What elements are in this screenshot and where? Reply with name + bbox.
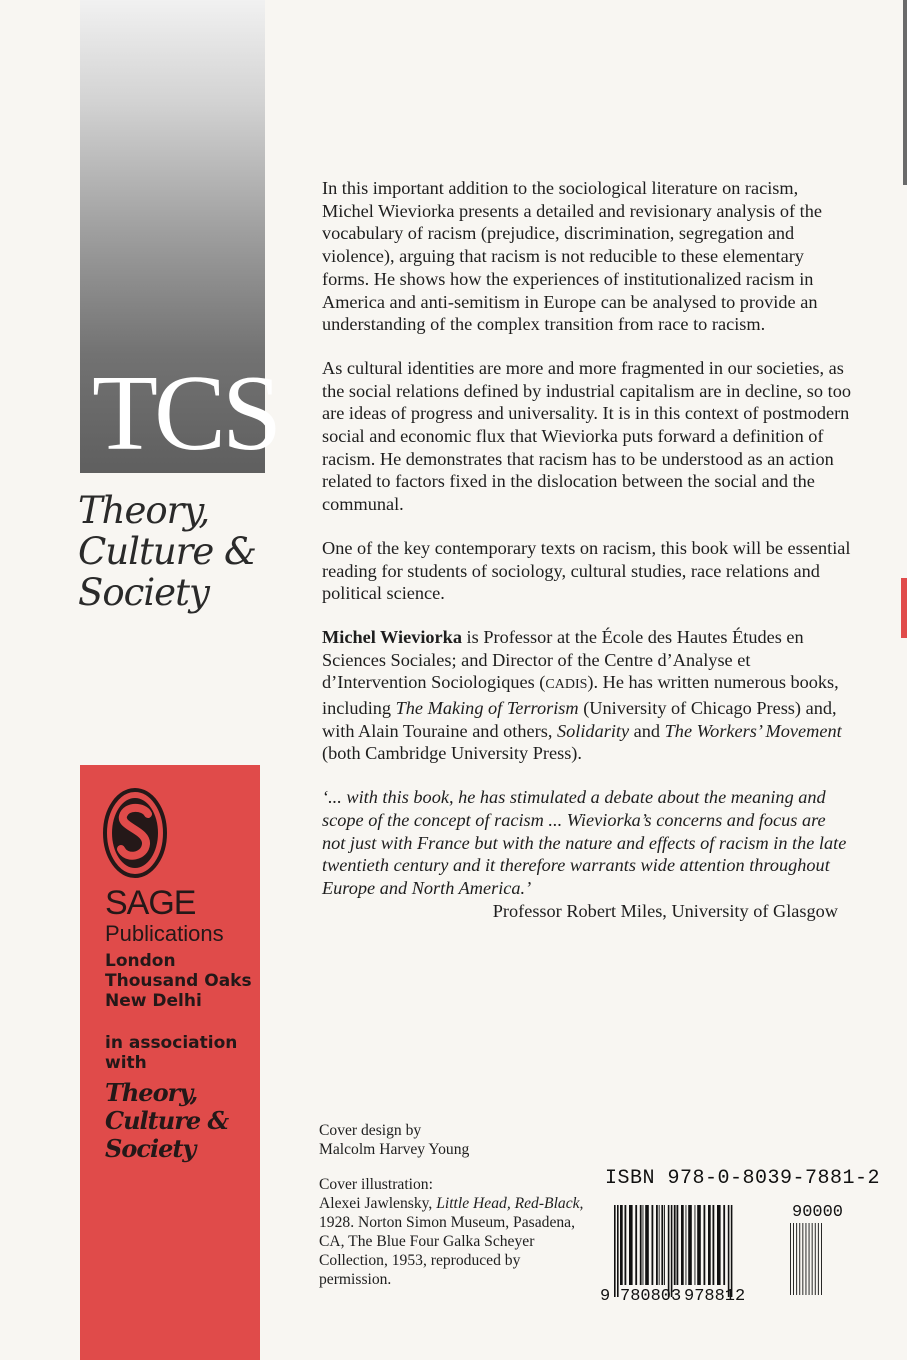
- association-series-line: Theory,: [105, 1078, 198, 1107]
- publisher-band: [80, 765, 260, 1360]
- barcode-digits: 978812: [684, 1287, 746, 1305]
- isbn-barcode: [600, 1205, 858, 1305]
- barcode-bar: [723, 1205, 725, 1285]
- barcode-bar: [629, 1205, 633, 1285]
- barcode-bar: [697, 1205, 701, 1285]
- barcode-bar: [815, 1223, 816, 1295]
- publisher-subtitle: Publications: [105, 921, 224, 946]
- publisher-city: New Delhi: [105, 991, 202, 1011]
- barcode-bar: [717, 1205, 721, 1285]
- series-title-line: Culture &: [78, 530, 256, 573]
- barcode-bar: [625, 1205, 627, 1285]
- barcode-bar: [671, 1205, 673, 1297]
- barcode-bar: [688, 1205, 692, 1285]
- association-text: in association with: [105, 1033, 238, 1073]
- author-bio: Michel Wieviorka is Professor at the École des Hautes Études en Sciences Sociales; and Director of the Centre d’Analyse et d’Intervention Sociologiques (CADIS). He has written numerous books, including The Making of Terrorism (University of Chicago Press) and, with Alain Touraine and others, Solidarity and The Workers’ Movement (both Cambridge University Press).: [322, 626, 842, 764]
- blurb-paragraph: In this important addition to the sociological literature on racism, Michel Wieviorka presents a detailed and revisionary analysis of the vocabulary of racism (prejudice, discrimination, segregation and violence), arguing that racism is not reducible to these elementary forms. He shows how the experiences of institutionalized racism in America and anti-semitism in Europe can be analysed to provide an understanding of the complex transition from race to racism.: [322, 178, 822, 335]
- book-title: The Making of Terrorism: [395, 698, 579, 719]
- barcode-bar: [728, 1205, 730, 1297]
- publisher-city: Thousand Oaks: [105, 971, 252, 991]
- series-title-line: Society: [78, 571, 209, 614]
- review-attribution: Professor Robert Miles, University of Glasgow: [492, 900, 838, 921]
- review-quote: ‘... with this book, he has stimulated a debate about the meaning and scope of the concept of racism ... Wieviorka’s concerns and focus are not just with France but with the nature and effects of racism in the late twentieth century and it therefore warrants wide attention throughout Europe and North America.’: [322, 787, 847, 898]
- barcode-bar: [681, 1205, 684, 1285]
- barcode-bar: [731, 1205, 733, 1297]
- barcode-bar: [617, 1205, 619, 1297]
- barcode-bar: [620, 1205, 623, 1285]
- barcode-bar: [809, 1223, 810, 1295]
- barcode-bar: [614, 1205, 616, 1297]
- blurb-paragraph: As cultural identities are more and more fragmented in our societies, as the social relations defined by industrial capitalism are in decline, so too are ideas of progress and universality. It is in this context of postmodern social and economic flux that Wieviorka puts forward a definition of racism. He demonstrates that racism has to be understood as an action related to factors fixed in the dislocation between the social and the communal.: [322, 357, 851, 515]
- barcode-bar: [821, 1223, 822, 1295]
- barcode-bar: [806, 1223, 807, 1295]
- artwork-title: Little Head, Red-Black,: [436, 1195, 584, 1212]
- publisher-block: [105, 885, 255, 1163]
- barcode-digits: 9: [600, 1287, 611, 1305]
- association-series-line: Culture &: [105, 1106, 229, 1135]
- barcode-bar: [668, 1205, 670, 1297]
- barcode-bar: [686, 1205, 687, 1285]
- design-credit: Cover design by Malcolm Harvey Young: [319, 1122, 470, 1158]
- publisher-city: London: [105, 951, 176, 971]
- back-cover-blurb: [322, 177, 852, 943]
- barcode-bar: [799, 1223, 800, 1295]
- barcode-bar: [674, 1205, 676, 1285]
- barcode-bar: [664, 1205, 665, 1285]
- barcode-bar: [818, 1223, 819, 1295]
- barcode-bar: [643, 1205, 644, 1285]
- barcode-bar: [640, 1205, 642, 1285]
- barcode-bar: [713, 1205, 715, 1285]
- barcode-bar: [793, 1223, 794, 1295]
- series-title: [78, 490, 268, 613]
- barcode-bar: [796, 1223, 797, 1295]
- barcode-digits: 780803: [620, 1287, 682, 1305]
- barcode-bar: [812, 1223, 813, 1295]
- barcode-bar: [802, 1223, 803, 1295]
- publisher-cities: [105, 951, 255, 1011]
- barcode-bar: [704, 1205, 706, 1285]
- sage-s-logo-icon: [102, 787, 168, 879]
- barcode-bar: [635, 1205, 637, 1285]
- series-title-line: Theory,: [78, 489, 210, 532]
- barcode-bar: [656, 1205, 658, 1285]
- book-title: The Workers’ Movement: [664, 720, 842, 741]
- association-series-line: Society: [105, 1134, 196, 1163]
- publisher-name: SAGE: [105, 884, 196, 922]
- illustration-credit: Cover illustration: Alexei Jawlensky, Little Head, Red-Black, 1928. Norton Simon Museum, Pasadena, CA, The Blue Four Galka Scheyer Collection, 1953, reproduced by permission.: [319, 1176, 584, 1288]
- barcode-bar: [708, 1205, 711, 1285]
- cadis-acronym: CADIS: [545, 677, 588, 693]
- barcode-bar: [661, 1205, 663, 1285]
- barcode-bar: [790, 1223, 791, 1295]
- series-acronym: TCS: [92, 354, 279, 473]
- barcode-bar: [677, 1205, 679, 1285]
- barcode-bar: [695, 1205, 696, 1285]
- association-series: [105, 1079, 255, 1163]
- book-title: Solidarity: [556, 720, 630, 741]
- barcode-digits: 90000: [792, 1205, 844, 1222]
- barcode-bar: [659, 1205, 660, 1285]
- author-name: Michel Wieviorka: [322, 626, 462, 647]
- cover-credits: [319, 1121, 589, 1305]
- barcode-bar: [645, 1205, 649, 1285]
- edge-mark-red: [901, 578, 907, 638]
- edge-mark: [903, 0, 907, 185]
- barcode-bar: [652, 1205, 654, 1285]
- isbn-label: ISBN 978-0-8039-7881-2: [605, 1167, 881, 1190]
- blurb-paragraph: One of the key contemporary texts on racism, this book will be essential reading for students of sociology, cultural studies, race relations and political science.: [322, 537, 851, 604]
